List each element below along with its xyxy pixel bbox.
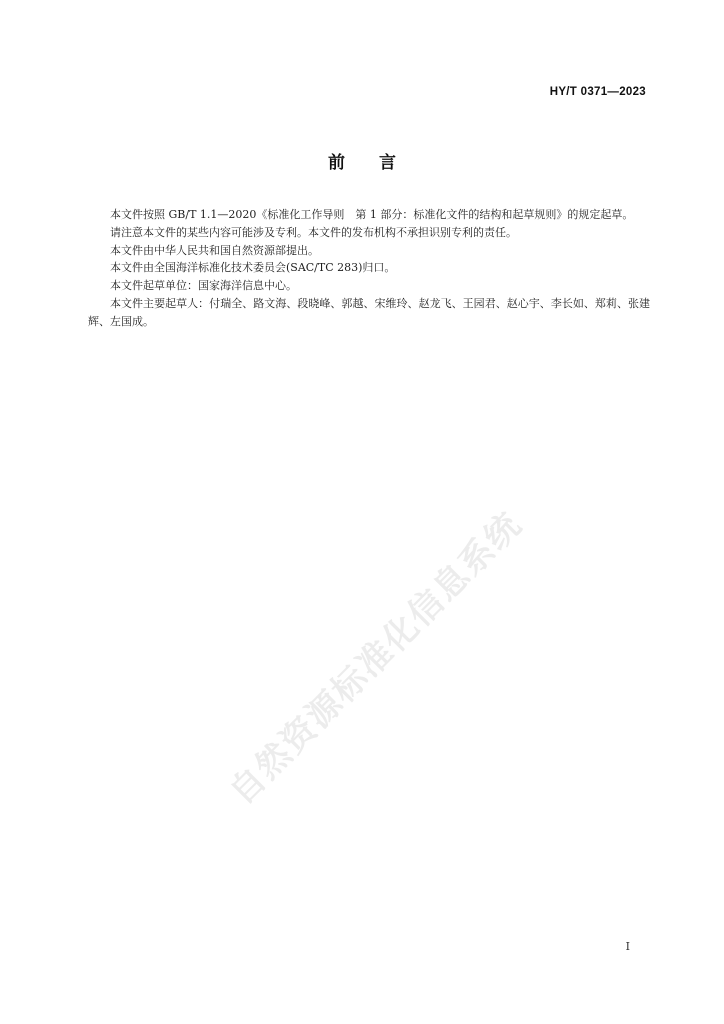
paragraph-proposer: 本文件由中华人民共和国自然资源部提出。 bbox=[110, 243, 319, 257]
title-char-2: 言 bbox=[379, 153, 396, 173]
page-title bbox=[0, 148, 724, 173]
paragraph-drafting-rules: 本文件按照 GB/T 1.1—2020《标准化工作导则 第 1 部分：标准化文件的结构和起草规则》的规定起草。 bbox=[110, 208, 634, 221]
title-char-1: 前 bbox=[328, 153, 345, 173]
page-number: I bbox=[625, 940, 630, 953]
paragraph-drafting-unit: 本文件起草单位：国家海洋信息中心。 bbox=[110, 279, 297, 293]
foreword-body bbox=[88, 206, 650, 331]
paragraph-patent-notice: 请注意本文件的某些内容可能涉及专利。本文件的发布机构不承担识别专利的责任。 bbox=[110, 225, 517, 239]
watermark: 自然资源标准化信息系统 bbox=[221, 504, 531, 813]
paragraph-drafters: 本文件主要起草人：付瑞全、路文海、段晓峰、郭越、宋维玲、赵龙飞、王园君、赵心宇、李长如、郑莉、张建辉、左国成。 bbox=[88, 296, 650, 328]
standard-code: HY/T 0371—2023 bbox=[549, 86, 646, 98]
paragraph-centralized-unit: 本文件由全国海洋标准化技术委员会(SAC/TC 283)归口。 bbox=[110, 261, 396, 275]
